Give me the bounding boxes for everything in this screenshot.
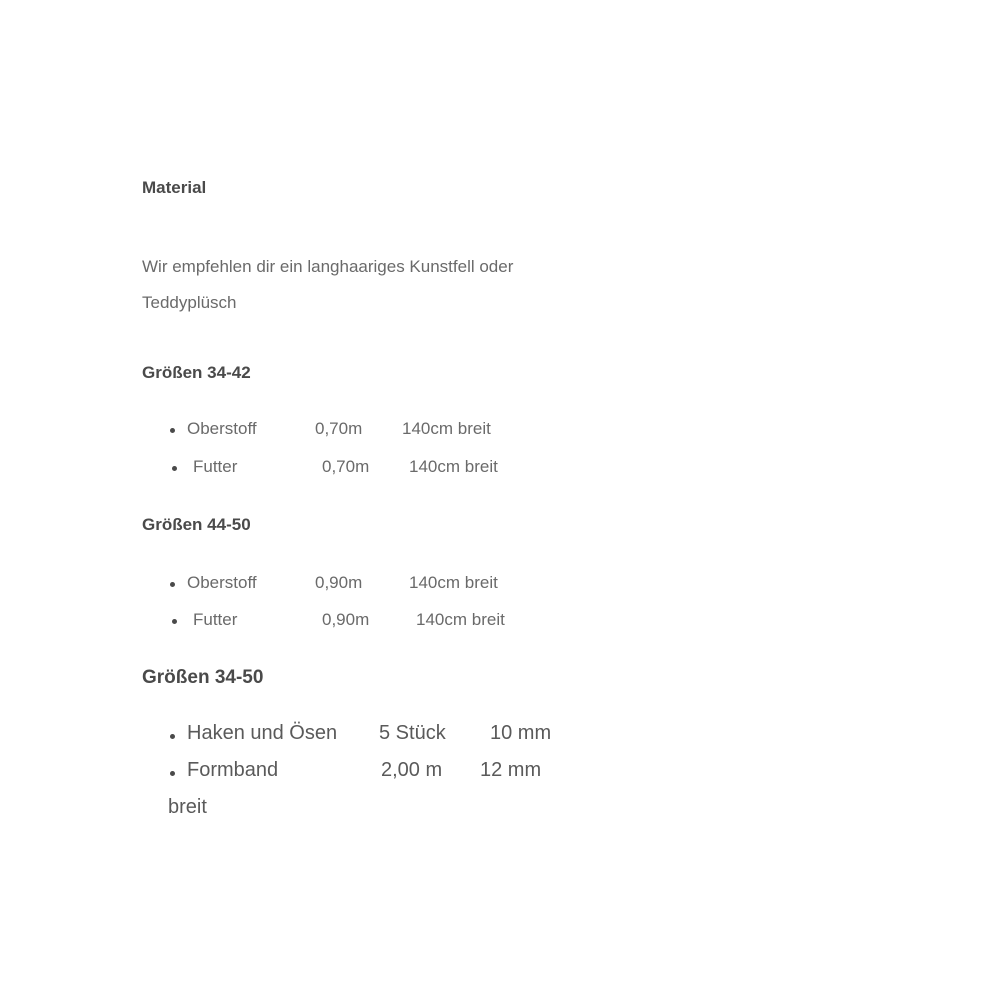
item-amount: 0,90m xyxy=(322,610,370,629)
item-name: Futter xyxy=(193,610,238,629)
item-amount: 0,90m xyxy=(315,573,363,592)
item-name: Futter xyxy=(193,457,238,476)
item-amount: 0,70m xyxy=(315,419,363,438)
material-intro-line-2: Teddyplüsch xyxy=(142,293,237,312)
item-width: 10 mm xyxy=(490,722,552,744)
sizes-34-50-heading: Größen 34-50 xyxy=(142,667,264,688)
item-width: 140cm breit xyxy=(409,573,498,592)
bullet-icon xyxy=(172,619,177,624)
bullet-icon xyxy=(170,428,175,433)
bullet-icon xyxy=(170,734,175,739)
item-width: 140cm breit xyxy=(416,610,505,629)
material-heading: Material xyxy=(142,178,207,197)
material-intro xyxy=(142,249,612,321)
item-name: Formband xyxy=(187,759,279,781)
material-intro-line-1: Wir empfehlen dir ein langhaariges Kunstfell oder xyxy=(142,257,514,276)
item-width-continuation: breit xyxy=(168,796,207,818)
bullet-icon xyxy=(170,582,175,587)
sizes-34-42-heading: Größen 34-42 xyxy=(142,363,251,382)
bullet-icon xyxy=(170,771,175,776)
item-name: Oberstoff xyxy=(187,573,257,592)
item-width: 140cm breit xyxy=(402,419,491,438)
item-name: Oberstoff xyxy=(187,419,257,438)
item-amount: 2,00 m xyxy=(381,759,443,781)
sizes-44-50-heading: Größen 44-50 xyxy=(142,515,251,534)
item-amount: 0,70m xyxy=(322,457,370,476)
bullet-icon xyxy=(172,466,177,471)
item-width: 140cm breit xyxy=(409,457,498,476)
item-width: 12 mm xyxy=(480,759,542,781)
item-name: Haken und Ösen xyxy=(187,722,338,744)
item-amount: 5 Stück xyxy=(379,722,446,744)
